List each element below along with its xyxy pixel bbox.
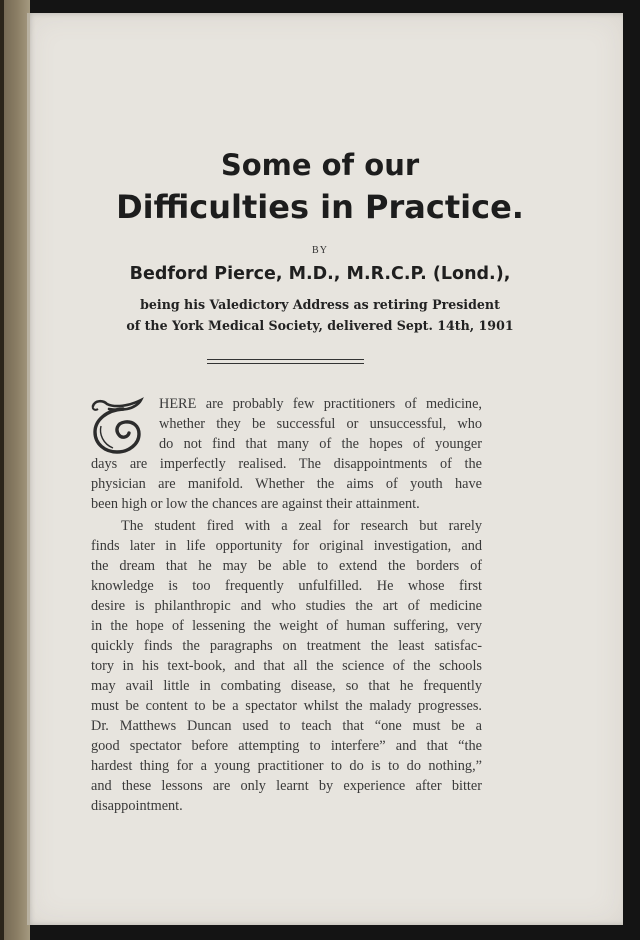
paragraph-line: The student fired with a zeal for research but rarely	[121, 518, 482, 534]
double-rule-bottom	[207, 363, 364, 364]
paragraph-line: may avail little in combating disease, so that he frequently	[91, 678, 482, 694]
paragraph-line: disappointment.	[91, 798, 183, 814]
paragraph-line: been high or low the chances are against their attainment.	[91, 496, 420, 512]
paragraph-line: good spectator before attempting to interfere” and that “the	[91, 738, 482, 754]
paragraph-line: and these lessons are only learnt by experience after bitter	[91, 778, 482, 794]
paragraph-line: Dr. Matthews Duncan used to teach that “one must be a	[91, 718, 482, 734]
title-line-1: Some of our	[220, 148, 420, 182]
paragraph-line: quickly finds the paragraphs on treatment the least satisfac-	[91, 638, 482, 654]
paragraph-line: must be content to be a spectator whilst the malady progresses.	[91, 698, 482, 714]
book-cover-edge	[0, 0, 30, 940]
paragraph-line: whether they be successful or unsuccessful, who	[159, 416, 482, 432]
paragraph-line: in the hope of lessening the weight of human suffering, very	[91, 618, 482, 634]
paragraph-line: desire is philanthropic and who studies the art of medicine	[91, 598, 482, 614]
title-line-2: Difficulties in Practice.	[116, 188, 524, 226]
paragraph-2	[91, 516, 482, 816]
by-label: BY	[312, 245, 328, 256]
paragraph-line: hardest thing for a young practitioner to do is to do nothing,”	[91, 758, 482, 774]
paragraph-line: the dream that he may be able to extend the borders of	[91, 558, 482, 574]
author-line: Bedford Pierce, M.D., M.R.C.P. (Lond.),	[129, 264, 511, 284]
paragraph-line: tory in his text-book, and that all the science of the schools	[91, 658, 482, 674]
paragraph-line: finds later in life opportunity for original investigation, and	[91, 538, 482, 554]
paragraph-line: HERE are probably few practitioners of medicine,	[159, 396, 482, 412]
paragraph-line: knowledge is too frequently unfulfilled. He whose first	[91, 578, 482, 594]
paragraph-line: days are imperfectly realised. The disappointments of the	[91, 456, 482, 472]
paragraph-line: do not find that many of the hopes of younger	[159, 436, 482, 452]
subtitle-line-1: being his Valedictory Address as retiring President	[140, 297, 500, 312]
subtitle-line-2: of the York Medical Society, delivered Sept. 14th, 1901	[126, 318, 514, 333]
paragraph-1	[91, 394, 482, 514]
paragraph-line: physician are manifold. Whether the aims of youth have	[91, 476, 482, 492]
double-rule-top	[207, 359, 364, 360]
